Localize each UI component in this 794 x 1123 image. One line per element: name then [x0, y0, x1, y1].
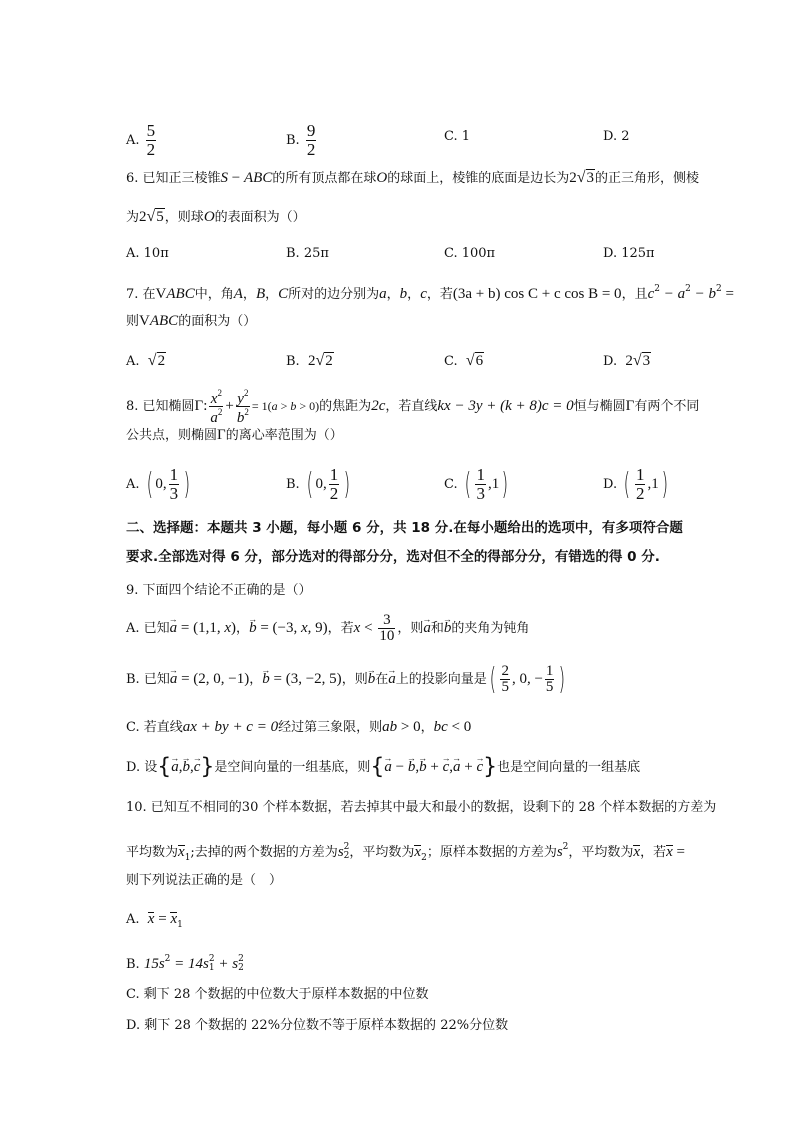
section-2-heading: 二、选择题：本题共 3 小题，每小题 6 分，共 18 分.在每小题给出的选项中，有多项符合题	[126, 520, 683, 536]
fraction: $\frac{y^2}{b^2}$	[236, 388, 249, 426]
q8-option-d: D. ( $\frac{1}{2}$ ,1)	[603, 465, 668, 503]
q9-option-d: D. 设{→ a,→ b,→ c}是空间向量的一组基底，则{→ a − → b,→ b + → c,→ a + → c}也是空间向量的一组基底	[126, 756, 640, 779]
option-label: A.	[126, 133, 140, 148]
q7-option-a: A. √2	[126, 352, 166, 369]
q10-stem-line-3: 则下列说法正确的是（ ）	[126, 873, 283, 888]
q10-option-d: D. 剩下 28 个数据的 22%分位数不等于原样本数据的 22%分位数	[126, 1018, 509, 1033]
option-label: B.	[286, 133, 300, 148]
q7-option-b: B. 2√2	[286, 352, 333, 369]
q6-option-c: C. 100π	[444, 246, 496, 261]
fraction: $\frac{5}{2}$	[146, 121, 156, 159]
q10-option-a: A. $x = x_1$	[126, 911, 183, 930]
fraction: $\frac{9}{2}$	[306, 121, 316, 159]
q8-stem-line-1: 8. 已知椭圆Γ: $\frac{x^2}{a^2}$ + $\frac{y^2}{b^2}$ = 1(a > b > 0)的焦距为2c，若直线kx − 3y + (k + 8)c = 0恒与椭圆Γ有两个不同	[126, 388, 700, 426]
q6-option-a: A. 10π	[126, 246, 169, 261]
q9-stem: 9. 下面四个结论不正确的是（）	[126, 583, 312, 598]
q7-stem-line-1: 7. 在VABC中，角A，B，C所对的边分别为a，b，c，若(3a + b) cos C + c cos B = 0，且$c^2 - a^2 - b^2$ =	[126, 284, 734, 302]
q9-option-a: A. 已知→ a = (1,1, x)，→ b = (−3, x, 9)，若x < $\frac{3}{10}$ ，则→ a和→ b的夹角为钝角	[126, 613, 529, 644]
q7-stem-line-2: 则VABC的面积为（）	[126, 313, 257, 329]
q10-option-c: C. 剩下 28 个数据的中位数大于原样本数据的中位数	[126, 987, 429, 1002]
q8-option-c: C. ( $\frac{1}{3}$ ,1)	[444, 465, 509, 503]
q10-stem-line-2: 平均数为$x_1$;去掉的两个数据的方差为s2 2，平均数为$x_2$；原样本数据的方差为$s^2$，平均数为x，若x =	[126, 842, 685, 863]
q5-option-b	[286, 122, 318, 159]
q5-option-c: C. 1	[444, 129, 471, 144]
q8-stem-line-2: 公共点，则椭圆Γ的离心率范围为（）	[126, 427, 343, 443]
q10-option-b: B. $15s^2 = 14s2$ 1 + s2 2	[126, 954, 244, 973]
q9-option-c: C. 若直线ax + by + c = 0经过第三象限，则ab > 0，bc < 0	[126, 719, 472, 735]
q6-stem-line-2: 为2√5，则球O的表面积为（）	[126, 206, 306, 229]
fraction: $\frac{x^2}{a^2}$	[210, 388, 223, 426]
radical: 2√3	[569, 169, 595, 186]
q5-option-a	[126, 122, 158, 159]
q7-option-d: D. 2√3	[603, 352, 651, 369]
q7-option-c: C. √6	[444, 352, 484, 369]
q6-stem-line-1: 6. 已知正三棱锥S − ABC的所有顶点都在球O的球面上，棱锥的底面是边长为2√3的正三角形，侧棱	[126, 167, 699, 190]
q8-option-b: B. ( 0, $\frac{1}{2}$ )	[286, 465, 351, 503]
radical: 2√5	[139, 208, 164, 225]
q9-option-b: B. 已知→ a = (2, 0, −1)，→ b = (3, −2, 5)，则→ b在→ a上的投影向量是( $\frac{2}{5}$ , 0, − $\frac{1}{5}$ )	[126, 664, 568, 695]
section-2-instructions: 要求.全部选对得 6 分，部分选对的得部分分，选对但不全的得部分分，有错选的得 0 分.	[126, 549, 660, 565]
q6-option-d: D. 125π	[603, 246, 655, 261]
q6-option-b: B. 25π	[286, 246, 329, 261]
q5-option-d: D. 2	[603, 129, 630, 144]
q10-stem-line-1: 10. 已知互不相同的30 个样本数据，若去掉其中最大和最小的数据，设剩下的 28 个样本数据的方差为	[126, 800, 717, 815]
q8-option-a: A. ( 0, $\frac{1}{3}$ )	[126, 465, 191, 503]
